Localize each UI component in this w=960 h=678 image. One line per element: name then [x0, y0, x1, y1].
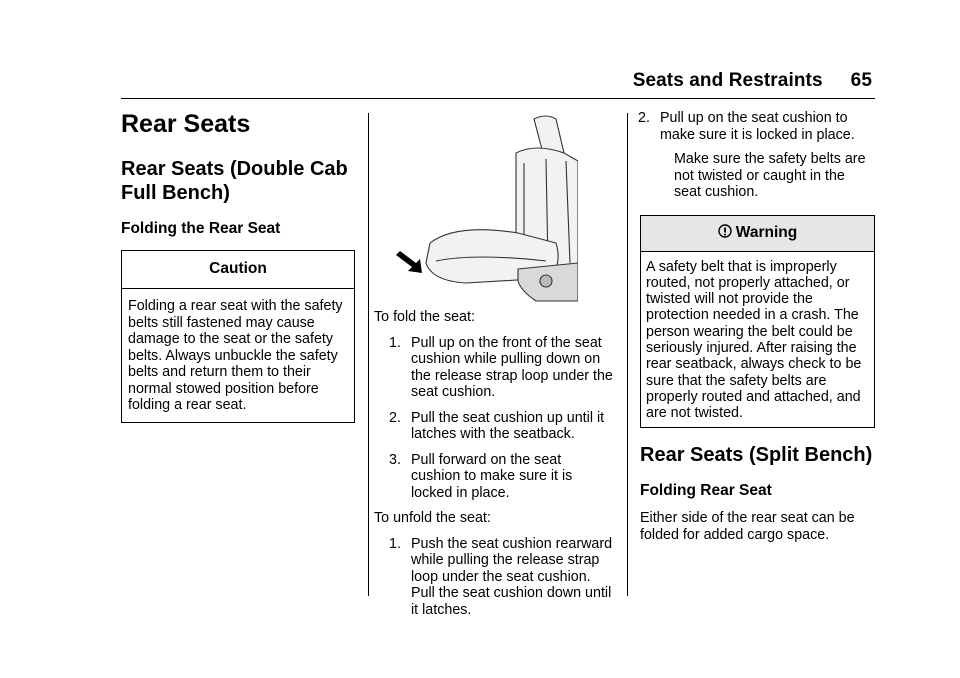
step-number: 1.: [389, 334, 401, 351]
caution-box: [121, 250, 355, 423]
header-rule: [121, 98, 875, 99]
page-title: Rear Seats: [121, 110, 251, 138]
column-divider-right: [627, 113, 628, 596]
column-1: [121, 110, 355, 423]
fold-steps-continued: [631, 110, 875, 143]
section-heading-double-cab: Rear Seats (Double Cab Full Bench): [121, 158, 348, 204]
caution-text: Folding a rear seat with the safety belts still fastened may cause damage to the seat or the safety belts. Always unbuckle the safety belts and return them to their normal stowed position before folding a rear seat.: [128, 298, 343, 413]
step-number: 3.: [389, 451, 401, 468]
step-number: 2.: [389, 409, 401, 426]
fold-step: [382, 335, 614, 401]
column-divider-left: [368, 113, 369, 596]
direction-arrow-icon: [396, 251, 422, 273]
step-text: Pull forward on the seat cushion to make sure it is locked in place.: [411, 451, 573, 501]
subheading-folding-rear: Folding Rear Seat: [640, 482, 772, 500]
step-text: Push the seat cushion rearward while pulling the release strap loop under the seat cushion. Pull the seat cushion down until it latches.: [411, 535, 613, 618]
step-number: 1.: [389, 535, 401, 552]
fold-step: [382, 410, 614, 443]
seat-illustration: [396, 113, 578, 303]
step-number: 2.: [638, 110, 650, 126]
fold-step: [382, 452, 614, 502]
fold-intro: To fold the seat:: [374, 309, 475, 325]
section-title: Seats and Restraints: [632, 70, 823, 91]
section-heading-split-bench: Rear Seats (Split Bench): [640, 444, 873, 467]
page-number: 65: [850, 70, 872, 91]
warning-text: A safety belt that is improperly routed, not properly attached, or twisted will not provide the protection needed in a crash. The person wearing the belt could be seriously injured. After raising the rear seatback, always check to be sure that the safety belts are properly routed and attached, and are not twisted.: [646, 258, 862, 422]
subheading-folding: Folding the Rear Seat: [121, 220, 281, 237]
caution-title: Caution: [122, 251, 354, 289]
column-2: [374, 309, 614, 627]
unfold-step: [382, 536, 614, 619]
fold-steps: [382, 335, 614, 502]
unfold-steps: [382, 536, 614, 619]
unfold-intro: To unfold the seat:: [374, 510, 491, 526]
step-text: Pull the seat cushion up until it latches with the seatback.: [411, 409, 605, 442]
split-bench-text: Either side of the rear seat can be folded for added cargo space.: [640, 510, 855, 543]
step-note: Make sure the safety belts are not twisted or caught in the seat cushion.: [674, 151, 866, 200]
running-head: [633, 70, 872, 92]
step-text: Pull up on the front of the seat cushion while pulling down on the release strap loop under the seat cushion.: [411, 334, 613, 400]
warning-title-bar: [641, 216, 874, 252]
warning-title: Warning: [735, 223, 798, 241]
step-text: Pull up on the seat cushion to make sure it is locked in place.: [660, 110, 855, 143]
warning-box: [640, 215, 875, 429]
fold-step: [631, 110, 875, 143]
warning-icon: [718, 223, 732, 243]
column-3: [640, 110, 875, 543]
